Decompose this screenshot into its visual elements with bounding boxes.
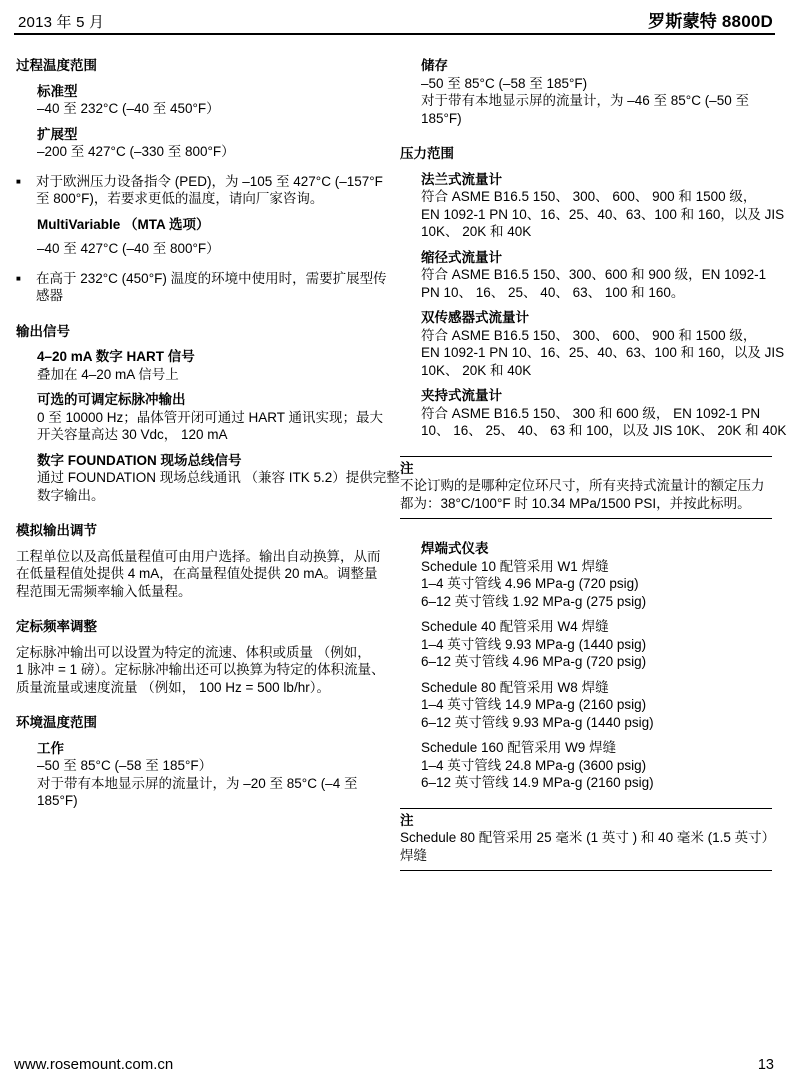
spec-block xyxy=(400,171,785,241)
text-line: 定标脉冲输出可以设置为特定的流速、体积或质量 （例如， xyxy=(16,644,371,660)
spec-title: 工作 xyxy=(37,740,64,756)
spec-block xyxy=(400,57,772,127)
spec-body xyxy=(421,558,772,611)
note-label: 注 xyxy=(400,460,414,476)
text-line: EN 1092-1 PN 10、16、25、40、63、100 和 160，以及 JIS xyxy=(421,206,785,222)
doc-title: 罗斯蒙特 8800D xyxy=(648,12,773,31)
paragraph xyxy=(400,739,772,792)
text-line: 感器 xyxy=(36,288,63,303)
spec-block xyxy=(16,348,391,383)
spec-block xyxy=(400,309,785,379)
spec-body xyxy=(421,188,785,241)
section-heading: 定标频率调整 xyxy=(16,619,97,634)
text-line: 符合 ASME B16.5 150、 300 和 600 级， EN 1092-1 PN xyxy=(421,405,761,421)
spec-title: MultiVariable （MTA 选项） xyxy=(37,216,210,232)
header-rule xyxy=(14,33,775,35)
text-line: 都为：38°C/100°F 时 10.34 MPa/1500 PSI，并按此标明。 xyxy=(400,495,751,511)
paragraph xyxy=(400,618,772,671)
spec-block xyxy=(16,83,391,118)
left-column xyxy=(16,57,400,810)
text-line: –50 至 85°C (–58 至 185°F) xyxy=(421,75,588,91)
text-line: 质量流量或速度流量 （例如， 100 Hz = 500 lb/hr）。 xyxy=(16,679,330,695)
spec-body xyxy=(37,469,400,504)
bullet-item xyxy=(16,173,391,208)
spec-title: 焊端式仪表 xyxy=(421,541,489,556)
text-line: Schedule 40 配管采用 W4 焊缝 xyxy=(421,619,609,634)
spec-block xyxy=(400,387,787,440)
text-line: 0 至 10000 Hz；晶体管开闭可通过 HART 通讯实现；最大 xyxy=(37,409,384,425)
spec-body xyxy=(37,409,391,444)
text-line: PN 10、 16、 25、 40、 63、 100 和 160。 xyxy=(421,284,685,300)
text-line: 1–4 英寸管线 9.93 MPa-g (1440 psig) xyxy=(421,636,647,652)
text-line: 1–4 英寸管线 14.9 MPa-g (2160 psig) xyxy=(421,697,647,712)
text-line: 符合 ASME B16.5 150、 300、 600、 900 和 1500 级， xyxy=(421,327,757,343)
bullet-item xyxy=(16,270,391,305)
section-heading: 输出信号 xyxy=(16,323,70,339)
note-box xyxy=(400,808,776,872)
spec-block xyxy=(400,540,772,610)
text-line: 6–12 英寸管线 9.93 MPa-g (1440 psig) xyxy=(421,714,654,730)
section-heading: 环境温度范围 xyxy=(16,715,97,730)
spec-title: 夹持式流量计 xyxy=(421,388,502,403)
spec-block xyxy=(16,452,400,505)
bullet-body xyxy=(36,270,387,305)
text-line: 1–4 英寸管线 24.8 MPa-g (3600 psig) xyxy=(421,757,647,773)
section-heading: 压力范围 xyxy=(400,146,454,161)
right-column xyxy=(400,57,787,871)
spec-body xyxy=(421,327,785,380)
section-heading: 模拟输出调节 xyxy=(16,523,97,538)
text-line: 10、 16、 25、 40、 63 和 100，以及 JIS 10K、 20K 和 40K xyxy=(421,423,787,438)
doc-date: 2013 年 5 月 xyxy=(18,14,105,31)
bullet-square-icon: ■ xyxy=(16,176,21,186)
section-heading: 过程温度范围 xyxy=(16,58,97,73)
text-line: 185°F) xyxy=(421,110,462,126)
spec-title: 缩径式流量计 xyxy=(421,249,502,265)
text-line: 不论订购的是哪种定位环尺寸，所有夹持式流量计的额定压力 xyxy=(400,478,765,493)
spec-body xyxy=(421,405,787,440)
spec-title: 双传感器式流量计 xyxy=(421,310,529,325)
text-line: 10K、 20K 和 40K xyxy=(421,224,532,239)
spec-block xyxy=(16,740,391,810)
text-line: 1 脉冲 = 1 磅）。定标脉冲输出还可以换算为特定的体积流量、 xyxy=(16,662,385,677)
text-line: –40 至 427°C (–40 至 800°F） xyxy=(37,241,220,256)
text-line: 对于带有本地显示屏的流量计，为 –46 至 85°C (–50 至 xyxy=(421,93,749,108)
spec-title: 数字 FOUNDATION 现场总线信号 xyxy=(37,452,242,468)
paragraph xyxy=(400,679,772,732)
text-line: 1–4 英寸管线 4.96 MPa-g (720 psig) xyxy=(421,576,639,591)
spec-title: 标准型 xyxy=(37,83,78,99)
text-line: EN 1092-1 PN 10、16、25、40、63、100 和 160，以及 JIS xyxy=(421,345,785,360)
text-line: Schedule 80 配管采用 W8 焊缝 xyxy=(421,679,609,695)
note-box xyxy=(400,456,772,520)
paragraph xyxy=(16,644,391,697)
spec-body xyxy=(37,143,391,161)
spec-body xyxy=(421,75,772,128)
spec-body xyxy=(37,240,391,258)
spec-block xyxy=(16,216,391,258)
text-line: 数字输出。 xyxy=(37,487,105,503)
text-line: Schedule 10 配管采用 W1 焊缝 xyxy=(421,558,609,574)
spec-body xyxy=(37,100,391,118)
text-line: –200 至 427°C (–330 至 800°F） xyxy=(37,144,235,159)
text-line: 程范围无需频率输入低量程。 xyxy=(16,583,192,599)
text-line: 在低量程值处提供 4 mA，在高量程值处提供 20 mA。调整量 xyxy=(16,566,378,581)
text-line: 6–12 英寸管线 14.9 MPa-g (2160 psig) xyxy=(421,775,654,790)
spec-block xyxy=(400,249,772,302)
text-line: 工程单位以及高低量程值可由用户选择。输出自动换算，从而 xyxy=(16,548,381,564)
page-number: 13 xyxy=(757,1057,774,1073)
text-line: 6–12 英寸管线 1.92 MPa-g (275 psig) xyxy=(421,593,647,609)
text-line: 通过 FOUNDATION 现场总线通讯 （兼容 ITK 5.2）提供完整 xyxy=(37,470,400,485)
spec-block xyxy=(16,391,391,444)
note-label: 注 xyxy=(400,812,414,828)
spec-body xyxy=(421,266,772,301)
text-line: 至 800°F)，若要求更低的温度，请向厂家咨询。 xyxy=(36,191,324,206)
bullet-body xyxy=(36,173,383,208)
text-line: 在高于 232°C (450°F) 温度的环境中使用时，需要扩展型传 xyxy=(36,270,387,286)
text-line: –40 至 232°C (–40 至 450°F） xyxy=(37,101,220,116)
bullet-square-icon: ■ xyxy=(16,273,21,283)
text-line: 开关容量高达 30 Vdc， 120 mA xyxy=(37,427,228,442)
text-line: Schedule 160 配管采用 W9 焊缝 xyxy=(421,740,617,755)
spec-body xyxy=(37,366,391,384)
spec-title: 法兰式流量计 xyxy=(421,171,502,187)
spec-title: 可选的可调定标脉冲输出 xyxy=(37,392,186,407)
text-line: 10K、 20K 和 40K xyxy=(421,362,532,378)
text-line: Schedule 80 配管采用 25 毫米 (1 英寸 ) 和 40 毫米 (1.5 英寸） xyxy=(400,830,776,845)
spec-title: 储存 xyxy=(421,58,448,73)
spec-block xyxy=(16,126,391,161)
text-line: 叠加在 4–20 mA 信号上 xyxy=(37,366,179,382)
spec-title: 扩展型 xyxy=(37,126,78,142)
footer-url: www.rosemount.com.cn xyxy=(14,1056,174,1073)
spec-title: 4–20 mA 数字 HART 信号 xyxy=(37,349,195,364)
page-footer xyxy=(14,1056,774,1073)
text-line: 符合 ASME B16.5 150、 300、 600、 900 和 1500 级， xyxy=(421,189,757,204)
page-header xyxy=(18,7,773,32)
text-line: 6–12 英寸管线 4.96 MPa-g (720 psig) xyxy=(421,654,647,669)
text-line: 对于欧洲压力设备指令 (PED)，为 –105 至 427°C (–157°F xyxy=(36,173,383,189)
text-line: 焊缝 xyxy=(400,847,427,863)
text-line: 185°F) xyxy=(37,793,78,808)
text-line: 符合 ASME B16.5 150、300、600 和 900 级，EN 1092-1 xyxy=(421,267,767,282)
text-line: –50 至 85°C (–58 至 185°F） xyxy=(37,758,213,773)
text-line: 对于带有本地显示屏的流量计，为 –20 至 85°C (–4 至 xyxy=(37,775,358,791)
spec-body xyxy=(37,757,391,810)
paragraph xyxy=(16,548,391,601)
